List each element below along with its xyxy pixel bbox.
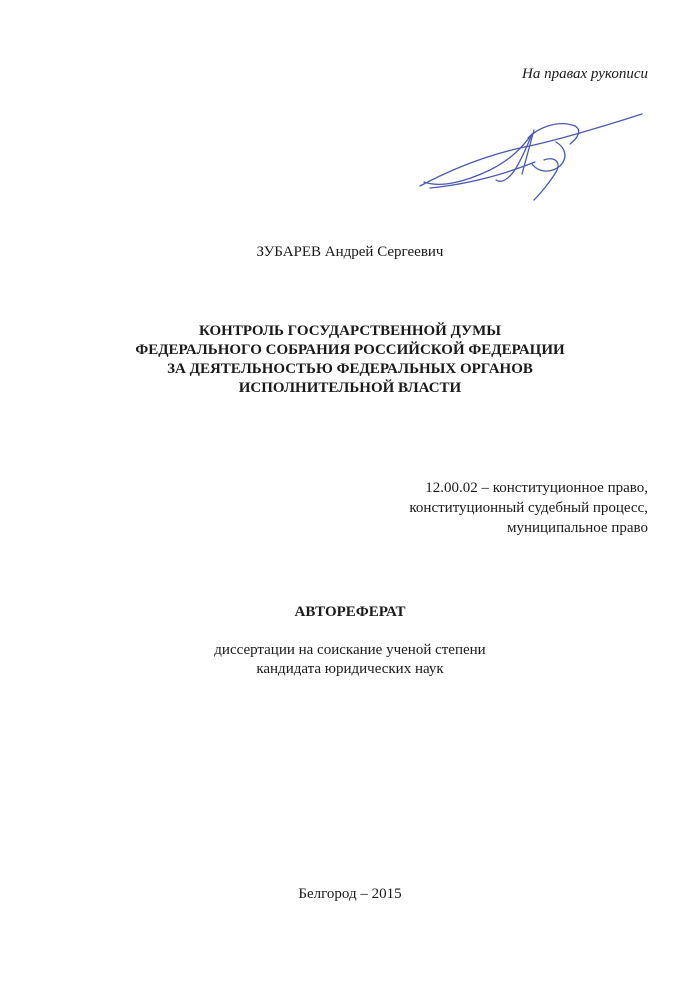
dissertation-title <box>0 322 700 398</box>
specialty-block <box>409 478 648 538</box>
purpose-line: диссертации на соискание ученой степени <box>214 642 486 658</box>
document-type: АВТОРЕФЕРАТ <box>294 604 406 620</box>
purpose-block <box>0 641 700 679</box>
title-line: КОНТРОЛЬ ГОСУДАРСТВЕННОЙ ДУМЫ <box>199 323 501 339</box>
purpose-line: кандидата юридических наук <box>256 661 444 677</box>
rights-note: На правах рукописи <box>522 66 648 82</box>
specialty-line: 12.00.02 – конституционное право, <box>425 480 648 496</box>
signature <box>410 108 650 208</box>
title-line: ИСПОЛНИТЕЛЬНОЙ ВЛАСТИ <box>238 380 462 396</box>
author-name: ЗУБАРЕВ Андрей Сергеевич <box>256 244 444 260</box>
place-year: Белгород – 2015 <box>298 886 402 902</box>
specialty-line: муниципальное право <box>506 520 648 536</box>
title-line: ФЕДЕРАЛЬНОГО СОБРАНИЯ РОССИЙСКОЙ ФЕДЕРАЦИИ <box>135 342 565 358</box>
title-line: ЗА ДЕЯТЕЛЬНОСТЬЮ ФЕДЕРАЛЬНЫХ ОРГАНОВ <box>167 361 533 377</box>
specialty-line: конституционный судебный процесс, <box>409 500 648 516</box>
